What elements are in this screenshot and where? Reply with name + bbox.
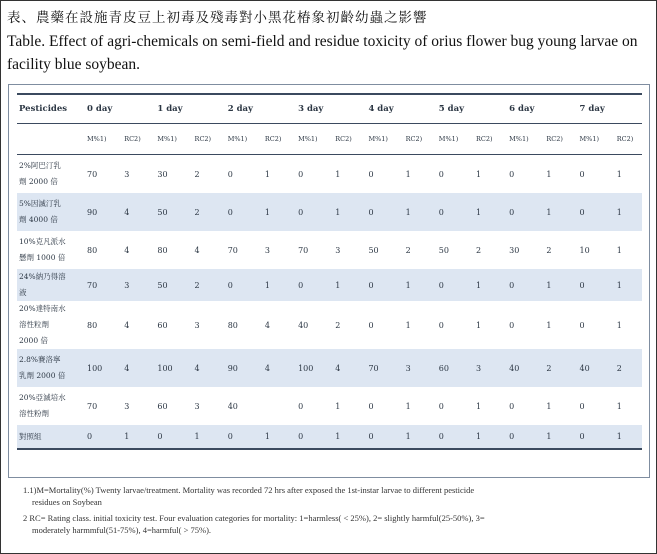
header-day: 0 day xyxy=(79,94,149,124)
table-row xyxy=(17,155,642,194)
rating-cell: 1 xyxy=(468,425,501,449)
rating-cell: 1 xyxy=(609,193,642,231)
mortality-cell: 90 xyxy=(220,349,257,387)
mortality-cell: 0 xyxy=(431,269,468,301)
mortality-cell: 100 xyxy=(79,349,116,387)
rating-cell: 2 xyxy=(335,320,341,330)
mortality-cell: 70 xyxy=(298,245,309,255)
header-mortality: M%1) xyxy=(220,124,257,155)
header-mortality: M%1) xyxy=(501,124,538,155)
rating-cell: 4 xyxy=(116,193,149,231)
mortality-cell: 0 xyxy=(572,425,609,449)
pesticide-name-line: 溶性粒劑 xyxy=(19,320,49,329)
header-rating-class: RC2) xyxy=(187,124,220,155)
rating-cell: 1 xyxy=(468,269,501,301)
rating-cell: 1 xyxy=(398,425,431,449)
mortality-cell: 0 xyxy=(227,169,233,179)
rating-cell xyxy=(257,387,290,425)
header-day: 1 day xyxy=(149,94,219,124)
pesticide-name-line: 劑 4000 倍 xyxy=(19,215,58,224)
mortality-cell: 0 xyxy=(220,269,257,301)
rating-cell: 1 xyxy=(475,169,482,179)
rating-cell: 4 xyxy=(327,349,360,387)
rating-cell: 4 xyxy=(264,320,270,330)
rating-cell: 2 xyxy=(187,193,220,231)
table-title-english: Table. Effect of agri-chemicals on semi-field and residue toxicity of orius flower bug young larvae on facility blue soybean. xyxy=(7,33,638,73)
pesticide-name-line: 對照組 xyxy=(19,431,42,441)
mortality-cell: 50 xyxy=(149,193,186,231)
rating-cell: 1 xyxy=(398,269,431,301)
pesticide-name-line: 液 xyxy=(19,288,27,297)
header-day: 2 day xyxy=(220,94,290,124)
mortality-cell: 0 xyxy=(572,269,609,301)
mortality-cell: 0 xyxy=(431,193,468,231)
mortality-cell: 70 xyxy=(360,349,397,387)
mortality-cell: 0 xyxy=(438,320,444,330)
rating-cell: 1 xyxy=(335,169,341,179)
mortality-cell: 0 xyxy=(579,401,585,411)
mortality-cell: 70 xyxy=(87,401,98,411)
mortality-cell: 0 xyxy=(79,425,116,449)
rating-cell: 3 xyxy=(398,349,431,387)
mortality-cell: 40 xyxy=(572,349,609,387)
rating-cell: 1 xyxy=(609,425,642,449)
table-row xyxy=(17,269,642,301)
mortality-cell: 0 xyxy=(360,193,397,231)
rating-cell: 2 xyxy=(405,245,411,255)
header-rating-class: RC2) xyxy=(257,124,290,155)
pesticide-name-line: 劑 2000 倍 xyxy=(19,177,58,186)
pesticide-name-line: 10%克凡派水 xyxy=(19,237,66,246)
rating-cell: 3 xyxy=(116,269,149,301)
rating-cell: 1 xyxy=(475,320,482,330)
pesticide-name-line: 5%因滅汀乳 xyxy=(19,199,61,208)
rating-cell: 1 xyxy=(405,401,411,411)
mortality-cell: 0 xyxy=(509,320,515,330)
rating-cell: 1 xyxy=(257,425,290,449)
rating-cell: 2 xyxy=(475,245,482,255)
rating-cell: 3 xyxy=(468,349,501,387)
mortality-cell: 40 xyxy=(298,320,309,330)
mortality-cell: 40 xyxy=(227,401,238,411)
mortality-cell: 0 xyxy=(579,169,585,179)
pesticide-name-line: 20%達特南水 xyxy=(19,304,66,313)
header-mortality: M%1) xyxy=(149,124,186,155)
mortality-cell: 0 xyxy=(438,169,444,179)
rating-cell: 1 xyxy=(538,269,571,301)
rating-cell: 1 xyxy=(609,269,642,301)
table-row xyxy=(17,349,642,387)
header-row-metrics xyxy=(17,124,642,155)
mortality-cell: 10 xyxy=(579,245,590,255)
mortality-cell: 0 xyxy=(431,425,468,449)
mortality-cell: 80 xyxy=(227,320,238,330)
pesticide-name-line: 乳劑 2000 倍 xyxy=(19,371,66,380)
table-row xyxy=(17,301,642,349)
header-blank xyxy=(17,124,79,155)
pesticide-name xyxy=(17,269,79,301)
rating-cell: 3 xyxy=(335,245,341,255)
rating-cell: 2 xyxy=(546,245,552,255)
mortality-cell: 30 xyxy=(509,245,520,255)
mortality-cell: 0 xyxy=(290,269,327,301)
rating-cell: 1 xyxy=(398,193,431,231)
mortality-cell: 0 xyxy=(220,425,257,449)
pesticide-name-line: 2000 倍 xyxy=(19,336,48,345)
mortality-cell: 70 xyxy=(87,169,98,179)
header-day: 7 day xyxy=(572,94,642,124)
mortality-cell: 60 xyxy=(157,401,168,411)
mortality-cell: 50 xyxy=(149,269,186,301)
header-rating-class: RC2) xyxy=(398,124,431,155)
mortality-cell: 100 xyxy=(149,349,186,387)
rating-cell: 4 xyxy=(257,349,290,387)
rating-cell: 1 xyxy=(257,269,290,301)
mortality-cell: 80 xyxy=(87,320,98,330)
mortality-cell: 0 xyxy=(220,193,257,231)
rating-cell: 1 xyxy=(616,401,622,411)
rating-cell: 4 xyxy=(187,349,220,387)
pesticide-name-line: 懸劑 1000 倍 xyxy=(19,253,66,262)
mortality-cell: 50 xyxy=(368,245,379,255)
rating-cell: 1 xyxy=(257,193,290,231)
table-row xyxy=(17,425,642,449)
rating-cell: 1 xyxy=(187,425,220,449)
table-row xyxy=(17,231,642,269)
mortality-cell: 0 xyxy=(501,425,538,449)
rating-cell: 4 xyxy=(194,245,200,255)
header-mortality: M%1) xyxy=(79,124,116,155)
footnote-text: residues on Soybean xyxy=(32,496,102,507)
mortality-cell: 0 xyxy=(438,401,444,411)
header-day: 3 day xyxy=(290,94,360,124)
mortality-cell: 0 xyxy=(368,401,374,411)
header-day: 4 day xyxy=(360,94,430,124)
pesticide-name xyxy=(17,193,79,231)
rating-cell: 1 xyxy=(116,425,149,449)
header-mortality: M%1) xyxy=(360,124,397,155)
mortality-cell: 0 xyxy=(298,169,304,179)
header-day: 6 day xyxy=(501,94,571,124)
mortality-cell: 0 xyxy=(572,193,609,231)
footnote-rating-class xyxy=(23,513,633,536)
mortality-cell: 70 xyxy=(227,245,238,255)
table-title-chinese: 表、農藥在設施青皮豆上初毒及殘毒對小黑花椿象初齡幼蟲之影響 xyxy=(7,10,428,26)
header-day: 5 day xyxy=(431,94,501,124)
rating-cell: 1 xyxy=(405,320,411,330)
rating-cell: 1 xyxy=(616,245,622,255)
mortality-cell: 60 xyxy=(157,320,168,330)
pesticide-name-line: 24%納乃得溶 xyxy=(19,272,66,281)
table-row xyxy=(17,387,642,425)
rating-cell: 1 xyxy=(327,269,360,301)
header-rating-class: RC2) xyxy=(116,124,149,155)
footnote-text: 2 RC= Rating class. initial toxicity test. Four evaluation categories for mortality: 1=harmless( < 25%), 2= slightly harmful(25-50%), 3= xyxy=(23,513,485,523)
mortality-cell: 50 xyxy=(438,245,449,255)
mortality-cell: 60 xyxy=(431,349,468,387)
footnote-text: moderately harmmful(51-75%), 4=harmful( > 75%). xyxy=(32,524,212,535)
header-rating-class: RC2) xyxy=(468,124,501,155)
pesticide-name-line: 2%阿巴汀乳 xyxy=(19,161,61,170)
pesticide-name xyxy=(17,349,79,387)
header-rating-class: RC2) xyxy=(538,124,571,155)
rating-cell: 4 xyxy=(124,245,130,255)
rating-cell: 1 xyxy=(468,193,501,231)
mortality-cell: 0 xyxy=(149,425,186,449)
rating-cell: 3 xyxy=(124,169,130,179)
rating-cell: 1 xyxy=(616,320,622,330)
mortality-cell: 0 xyxy=(368,169,374,179)
mortality-cell: 70 xyxy=(79,269,116,301)
rating-cell: 3 xyxy=(264,245,270,255)
mortality-cell: 40 xyxy=(501,349,538,387)
mortality-cell: 0 xyxy=(579,320,585,330)
rating-cell: 2 xyxy=(194,169,200,179)
mortality-cell: 0 xyxy=(290,425,327,449)
mortality-cell: 0 xyxy=(501,193,538,231)
mortality-cell: 0 xyxy=(290,193,327,231)
pesticide-name-line: 溶性粉劑 xyxy=(19,409,49,418)
toxicity-table xyxy=(17,93,642,450)
footnote-text: 1.1)M=Mortality(%) Twenty larvae/treatment. Mortality was recorded 72 hrs after exposed the 1st-instar larvae to different pesticide xyxy=(23,485,475,495)
mortality-cell: 0 xyxy=(501,269,538,301)
mortality-cell: 30 xyxy=(157,169,168,179)
header-mortality: M%1) xyxy=(290,124,327,155)
footnote-mortality xyxy=(23,485,633,508)
rating-cell: 1 xyxy=(475,401,482,411)
rating-cell: 4 xyxy=(116,349,149,387)
rating-cell: 4 xyxy=(124,320,130,330)
table-row xyxy=(17,193,642,231)
rating-cell: 3 xyxy=(194,320,200,330)
table-image-box xyxy=(8,84,650,478)
mortality-cell: 0 xyxy=(509,169,515,179)
rating-cell: 1 xyxy=(546,169,552,179)
header-rating-class: RC2) xyxy=(609,124,642,155)
header-mortality: M%1) xyxy=(572,124,609,155)
pesticide-name xyxy=(17,301,79,349)
rating-cell: 1 xyxy=(546,320,552,330)
pesticide-name-line: 20%亞滅培水 xyxy=(19,393,66,402)
header-pesticides: Pesticides xyxy=(17,94,79,124)
mortality-cell: 80 xyxy=(157,245,168,255)
mortality-cell: 0 xyxy=(509,401,515,411)
mortality-cell: 0 xyxy=(360,269,397,301)
mortality-cell: 0 xyxy=(368,320,374,330)
mortality-cell: 100 xyxy=(290,349,327,387)
pesticide-name-line: 2.8%賽洛寧 xyxy=(19,355,61,364)
rating-cell: 3 xyxy=(124,401,130,411)
rating-cell: 2 xyxy=(538,349,571,387)
rating-cell: 1 xyxy=(327,193,360,231)
mortality-cell: 80 xyxy=(87,245,98,255)
pesticide-name xyxy=(17,387,79,425)
rating-cell: 1 xyxy=(546,401,552,411)
rating-cell: 1 xyxy=(335,401,341,411)
header-mortality: M%1) xyxy=(431,124,468,155)
rating-cell: 1 xyxy=(405,169,411,179)
rating-cell: 1 xyxy=(264,169,270,179)
mortality-cell: 0 xyxy=(298,401,304,411)
pesticide-name xyxy=(17,231,79,269)
header-rating-class: RC2) xyxy=(327,124,360,155)
table-footnotes xyxy=(23,485,633,541)
rating-cell: 2 xyxy=(609,349,642,387)
header-row-days xyxy=(17,94,642,124)
rating-cell: 1 xyxy=(616,169,622,179)
rating-cell: 1 xyxy=(538,425,571,449)
pesticide-name xyxy=(17,425,79,449)
rating-cell: 3 xyxy=(194,401,200,411)
mortality-cell: 0 xyxy=(360,425,397,449)
mortality-cell: 90 xyxy=(79,193,116,231)
pesticide-name xyxy=(17,155,79,194)
rating-cell: 2 xyxy=(187,269,220,301)
rating-cell: 1 xyxy=(538,193,571,231)
rating-cell: 1 xyxy=(327,425,360,449)
